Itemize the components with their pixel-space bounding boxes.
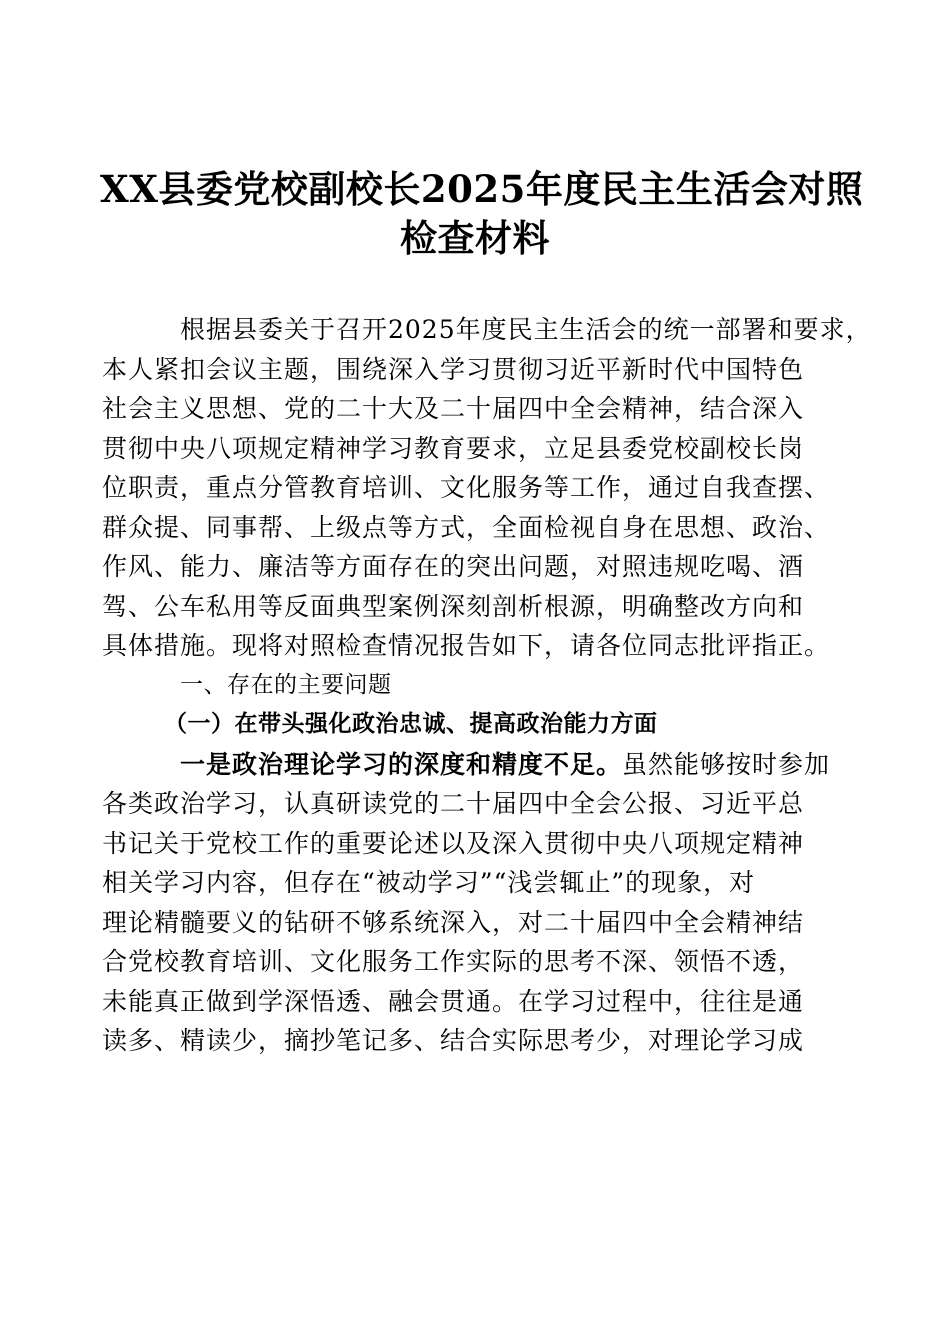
point-line: 各类政治学习，认真研读党的二十届四中全会公报、习近平总 xyxy=(102,789,805,818)
point-line: 读多、精读少，摘抄笔记多、结合实际思考少，对理论学习成 xyxy=(102,1026,805,1055)
intro-line: 驾、公车私用等反面典型案例深刻剖析根源，明确整改方向和 xyxy=(102,591,805,621)
intro-line: 群众提、同事帮、上级点等方式，全面检视自身在思想、政治、 xyxy=(102,512,831,542)
intro-line: 根据县委关于召开2025年度民主生活会的统一部署和要求， xyxy=(180,315,872,344)
document-title xyxy=(100,165,864,263)
point-line: 合党校教育培训、文化服务工作实际的思考不深、领悟不透， xyxy=(102,947,805,976)
intro-line: 社会主义思想、党的二十大及二十届四中全会精神，结合深入 xyxy=(102,394,805,423)
intro-line: 具体措施。现将对照检查情况报告如下，请各位同志批评指正。 xyxy=(102,631,831,660)
point-line: 相关学习内容，但存在“被动学习”“浅尝辄止”的现象，对 xyxy=(102,868,756,897)
point-line: 理论精髓要义的钻研不够系统深入，对二十届四中全会精神结 xyxy=(102,907,805,937)
intro-line: 本人紧扣会议主题，围绕深入学习贯彻习近平新时代中国特色 xyxy=(102,354,805,384)
point-line: 书记关于党校工作的重要论述以及深入贯彻中央八项规定精神 xyxy=(102,828,805,858)
intro-line: 位职责，重点分管教育培训、文化服务等工作，通过自我查摆、 xyxy=(102,473,831,502)
point-line xyxy=(102,745,847,785)
title-line-2: 检查材料 xyxy=(400,216,550,260)
point-lead: 一是政治理论学习的深度和精度不足。 xyxy=(180,749,623,779)
intro-line: 作风、能力、廉洁等方面存在的突出问题，对照违规吃喝、酒 xyxy=(102,552,805,581)
document-body xyxy=(102,310,872,1061)
point-line: 未能真正做到学深悟透、融会贯通。在学习过程中，往往是通 xyxy=(102,986,805,1016)
intro-line: 贯彻中央八项规定精神学习教育要求，立足县委党校副校长岗 xyxy=(102,433,805,463)
point-text: 虽然能够按时参加 xyxy=(622,749,831,779)
subsection-heading: （一）在带头强化政治忠诚、提高政治能力方面 xyxy=(164,711,658,737)
title-line-1: XX县委党校副校长2025年度民主生活会对照 xyxy=(100,167,864,211)
section-heading: 一、存在的主要问题 xyxy=(180,671,392,698)
